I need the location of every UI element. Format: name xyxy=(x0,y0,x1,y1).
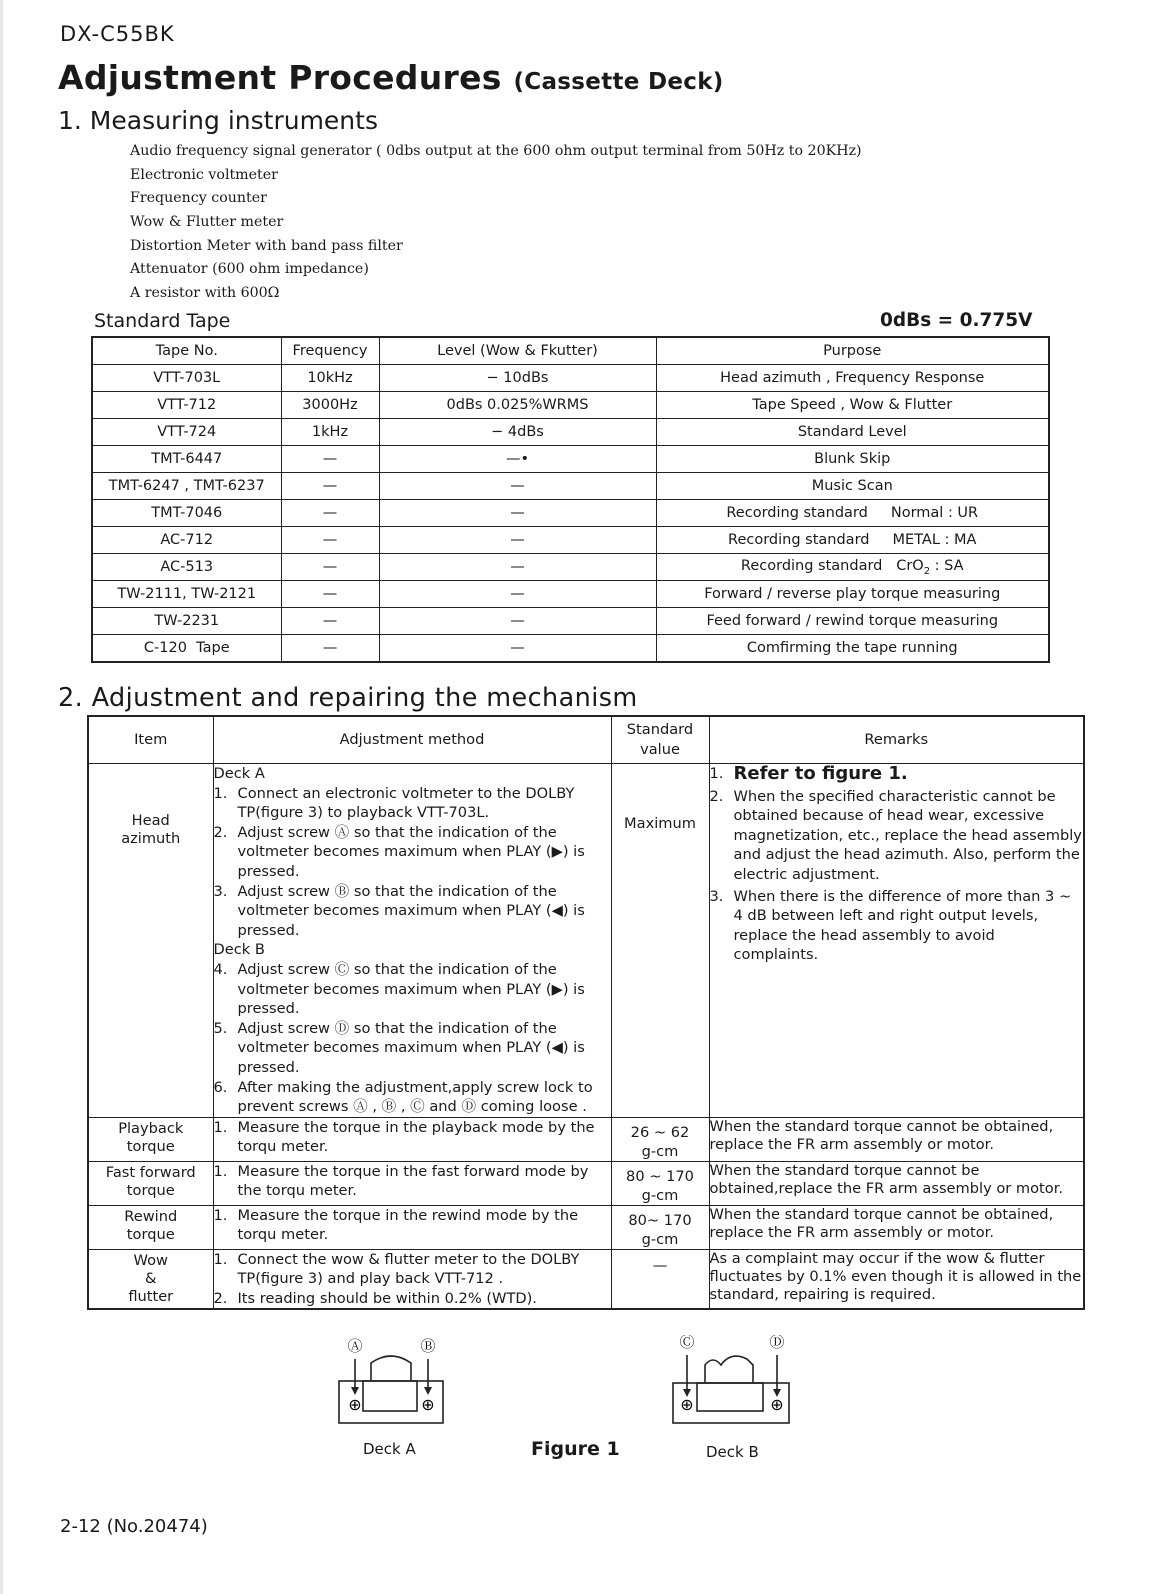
deck-a-caption: Deck A xyxy=(363,1440,416,1458)
step-text: Measure the torque in the playback mode by the torqu meter. xyxy=(237,1118,595,1156)
standard-value: 26 ~ 62 xyxy=(630,1123,690,1141)
table-row xyxy=(92,554,1049,581)
column-header: Purpose xyxy=(656,337,1049,365)
method-steps xyxy=(214,960,611,1117)
screw-d-icon: ⊕ xyxy=(770,1395,784,1414)
standard-header-text: Standard value xyxy=(626,721,694,758)
title-sub: (Cassette Deck) xyxy=(513,69,724,95)
screw-c-label: Ⓒ xyxy=(679,1335,695,1351)
step-text: After making the adjustment,apply screw lock to prevent screws Ⓐ , Ⓑ , Ⓒ and Ⓓ coming loose . xyxy=(237,1078,593,1116)
page-number: 2-12 (No.20474) xyxy=(60,1516,208,1537)
method-step xyxy=(214,1078,611,1117)
level: — xyxy=(379,608,656,635)
frequency: — xyxy=(281,473,379,500)
arrow-b-head xyxy=(424,1387,432,1395)
step-number: 5. xyxy=(213,1019,228,1037)
deck-b-caption: Deck B xyxy=(706,1443,759,1461)
standard-cell: Maximum xyxy=(611,764,709,1118)
purpose: Blunk Skip xyxy=(656,446,1049,473)
level: — xyxy=(379,473,656,500)
instrument-item: Distortion Meter with band pass filter xyxy=(130,237,403,254)
frequency: 1kHz xyxy=(281,419,379,446)
purpose: Recording standard METAL : MA xyxy=(656,527,1049,554)
screw-b-icon: ⊕ xyxy=(421,1395,435,1414)
standard-cell xyxy=(611,1205,709,1249)
step-text: Adjust screw Ⓓ so that the indication of the voltmeter becomes maximum when PLAY (◀) is pressed. xyxy=(237,1019,585,1076)
method-steps xyxy=(214,784,611,941)
column-header: Item xyxy=(88,716,213,764)
step-text: Adjust screw Ⓑ so that the indication of the voltmeter becomes maximum when PLAY (◀) is pressed. xyxy=(237,882,585,939)
level: — xyxy=(379,554,656,581)
item-label: Wow xyxy=(133,1251,168,1269)
method-steps xyxy=(214,1118,611,1157)
remark-text: Refer to figure 1. xyxy=(733,763,908,784)
purpose-subscript: 2 xyxy=(923,565,931,577)
method-step xyxy=(214,1289,611,1309)
step-number: 1. xyxy=(213,1162,228,1180)
method-step xyxy=(214,1118,611,1157)
method-steps xyxy=(214,1250,611,1309)
remark-item xyxy=(710,787,1084,885)
page-title xyxy=(58,58,724,97)
remarks-cell xyxy=(709,764,1084,1118)
remarks-cell: When the standard torque cannot be obtained, replace the FR arm assembly or motor. xyxy=(709,1205,1084,1249)
tape-no: TW-2111, TW-2121 xyxy=(92,581,281,608)
instrument-item: Frequency counter xyxy=(130,190,267,207)
frequency: — xyxy=(281,554,379,581)
table-row xyxy=(92,581,1049,608)
screw-a-label: Ⓐ xyxy=(347,1337,363,1355)
step-number: 1. xyxy=(213,1250,228,1268)
column-header xyxy=(611,716,709,764)
table-row xyxy=(88,764,1084,1118)
screw-c-icon: ⊕ xyxy=(680,1395,694,1414)
section-1-heading: 1. Measuring instruments xyxy=(58,106,378,135)
screw-a-icon: ⊕ xyxy=(348,1395,362,1414)
purpose-main: Recording standard CrO xyxy=(740,557,924,574)
standard-cell xyxy=(611,1161,709,1205)
deck-a-label: Deck A xyxy=(213,765,265,782)
standard-unit: g-cm xyxy=(641,1186,679,1204)
purpose: Comfirming the tape running xyxy=(656,635,1049,663)
step-text: Adjust screw Ⓐ so that the indication of the voltmeter becomes maximum when PLAY (▶) is pressed. xyxy=(237,823,585,880)
level: — xyxy=(379,500,656,527)
tape-no: C-120 Tape xyxy=(92,635,281,663)
figure-caption: Figure 1 xyxy=(531,1438,620,1460)
tape-no: TW-2231 xyxy=(92,608,281,635)
standard-unit: g-cm xyxy=(641,1142,679,1160)
standard-cell: — xyxy=(611,1249,709,1309)
step-text: Measure the torque in the rewind mode by the torqu meter. xyxy=(237,1206,579,1244)
table-row xyxy=(92,419,1049,446)
table-header-row xyxy=(88,716,1084,764)
frequency: 10kHz xyxy=(281,365,379,392)
step-text: Measure the torque in the fast forward mode by the torqu meter. xyxy=(237,1162,589,1200)
frequency: — xyxy=(281,608,379,635)
standard-value: 80~ 170 xyxy=(628,1211,692,1229)
head-block xyxy=(363,1381,417,1411)
level: 0dBs 0.025%WRMS xyxy=(379,392,656,419)
head-arc xyxy=(705,1356,753,1383)
step-number: 4. xyxy=(213,960,228,978)
remarks-list xyxy=(710,764,1084,965)
frequency: — xyxy=(281,527,379,554)
column-header: Frequency xyxy=(281,337,379,365)
item-label: Rewind torque xyxy=(124,1207,178,1243)
tape-no: VTT-712 xyxy=(92,392,281,419)
table-row xyxy=(92,500,1049,527)
tape-no: TMT-6447 xyxy=(92,446,281,473)
arrow-a-head xyxy=(351,1387,359,1395)
item-cell xyxy=(88,1161,213,1205)
method-step xyxy=(214,1250,611,1289)
instrument-list xyxy=(130,140,862,306)
method-step xyxy=(214,1019,611,1078)
table-row xyxy=(88,1161,1084,1205)
method-steps xyxy=(214,1206,611,1245)
purpose: Head azimuth , Frequency Response xyxy=(656,365,1049,392)
column-header: Level (Wow & Fkutter) xyxy=(379,337,656,365)
column-header: Adjustment method xyxy=(213,716,611,764)
method-step xyxy=(214,784,611,823)
method-step xyxy=(214,882,611,941)
method-cell xyxy=(213,1205,611,1249)
instrument-item: Wow & Flutter meter xyxy=(130,214,284,231)
level: − 4dBs xyxy=(379,419,656,446)
table-row xyxy=(88,1205,1084,1249)
item-label: Playback torque xyxy=(118,1119,184,1155)
purpose: Tape Speed , Wow & Flutter xyxy=(656,392,1049,419)
table-row xyxy=(92,608,1049,635)
purpose: Forward / reverse play torque measuring xyxy=(656,581,1049,608)
item-cell xyxy=(88,1205,213,1249)
tape-no: TMT-6247 , TMT-6237 xyxy=(92,473,281,500)
step-text: Connect an electronic voltmeter to the DOLBY TP(figure 3) to playback VTT-703L. xyxy=(237,784,575,822)
step-number: 2. xyxy=(213,1289,228,1307)
level: — xyxy=(379,527,656,554)
head-arc xyxy=(371,1356,411,1381)
table-row xyxy=(92,527,1049,554)
step-number: 1. xyxy=(213,1118,228,1136)
method-cell xyxy=(213,1117,611,1161)
head-block xyxy=(697,1383,763,1411)
standard-tape-table xyxy=(91,336,1050,663)
purpose-tail: : SA xyxy=(930,557,964,574)
purpose: Music Scan xyxy=(656,473,1049,500)
instrument-item: Audio frequency signal generator ( 0dbs output at the 600 ohm output terminal from 50Hz to 20KHz) xyxy=(130,143,862,159)
tape-no: TMT-7046 xyxy=(92,500,281,527)
remarks-cell: When the standard torque cannot be obtained,replace the FR arm assembly or motor. xyxy=(709,1161,1084,1205)
deck-a-head-diagram xyxy=(325,1335,465,1425)
level: — xyxy=(379,635,656,663)
standard-tape-label: Standard Tape xyxy=(94,310,231,332)
step-number: 3. xyxy=(213,882,228,900)
deck-b-label: Deck B xyxy=(213,941,265,959)
table-row xyxy=(92,635,1049,663)
standard-cell xyxy=(611,1117,709,1161)
step-number: 1. xyxy=(213,1206,228,1224)
table-row xyxy=(88,1249,1084,1309)
item-label: Fast forward torque xyxy=(105,1163,196,1199)
purpose: Recording standard Normal : UR xyxy=(656,500,1049,527)
table-row xyxy=(92,473,1049,500)
adjustment-table xyxy=(87,715,1085,1310)
screw-b-label: Ⓑ xyxy=(420,1337,436,1355)
section-2-heading: 2. Adjustment and repairing the mechanism xyxy=(58,683,638,713)
step-number: 6. xyxy=(213,1078,228,1096)
purpose: Feed forward / rewind torque measuring xyxy=(656,608,1049,635)
instrument-item: Electronic voltmeter xyxy=(130,166,278,183)
remark-item xyxy=(710,764,1084,785)
method-step xyxy=(214,1162,611,1201)
table-row xyxy=(92,446,1049,473)
item-label: & xyxy=(145,1269,157,1287)
step-text: Its reading should be within 0.2% (WTD). xyxy=(237,1289,537,1307)
method-step xyxy=(214,960,611,1019)
frequency: — xyxy=(281,446,379,473)
step-number: 2. xyxy=(213,823,228,841)
odbs-reference: 0dBs = 0.775V xyxy=(880,310,1033,331)
method-cell xyxy=(213,1249,611,1309)
table-header-row xyxy=(92,337,1049,365)
remark-text: When there is the difference of more than 3 ~ 4 dB between left and right output levels, replace the head assembly to avoid complaints. xyxy=(733,887,1072,964)
purpose: Standard Level xyxy=(656,419,1049,446)
remark-item xyxy=(710,887,1084,965)
instrument-item: Attenuator (600 ohm impedance) xyxy=(130,261,369,278)
remarks-cell: When the standard torque cannot be obtained, replace the FR arm assembly or motor. xyxy=(709,1117,1084,1161)
tape-no: VTT-703L xyxy=(92,365,281,392)
level: —• xyxy=(379,446,656,473)
item-label: flutter xyxy=(128,1287,174,1305)
tape-no: VTT-724 xyxy=(92,419,281,446)
column-header: Remarks xyxy=(709,716,1084,764)
screw-d-label: Ⓓ xyxy=(769,1335,785,1351)
remark-text: When the specified characteristic cannot be obtained because of head wear, excessive magnetization, etc., replace the head assembly and adjust the head azimuth. Also, perform the electric adjustment. xyxy=(733,787,1082,883)
item-cell xyxy=(88,1117,213,1161)
method-cell xyxy=(213,764,611,1118)
step-number: 1. xyxy=(213,784,228,802)
standard-unit: g-cm xyxy=(641,1230,679,1248)
frequency: — xyxy=(281,635,379,663)
method-cell xyxy=(213,1161,611,1205)
instrument-item: A resistor with 600Ω xyxy=(130,285,280,302)
method-step xyxy=(214,823,611,882)
item-cell xyxy=(88,764,213,1118)
tape-no: AC-712 xyxy=(92,527,281,554)
purpose xyxy=(656,554,1049,581)
item-label: Head azimuth xyxy=(121,812,181,847)
method-step xyxy=(214,1206,611,1245)
model-number: DX-C55BK xyxy=(60,22,175,46)
page-edge-shadow xyxy=(0,0,3,1594)
frequency: 3000Hz xyxy=(281,392,379,419)
deck-b-head-diagram xyxy=(665,1335,805,1425)
frequency: — xyxy=(281,581,379,608)
step-text: Adjust screw Ⓒ so that the indication of the voltmeter becomes maximum when PLAY (▶) is pressed. xyxy=(237,960,585,1018)
frequency: — xyxy=(281,500,379,527)
standard-value: 80 ~ 170 xyxy=(626,1167,694,1185)
remark-number: 1. xyxy=(709,765,724,782)
method-steps xyxy=(214,1162,611,1201)
step-text: Connect the wow & flutter meter to the DOLBY TP(figure 3) and play back VTT-712 . xyxy=(237,1250,580,1288)
remark-number: 3. xyxy=(709,887,724,905)
level: − 10dBs xyxy=(379,365,656,392)
remarks-cell: As a complaint may occur if the wow & flutter fluctuates by 0.1% even though it is allowed in the standard, repairing is required. xyxy=(709,1249,1084,1309)
title-main: Adjustment Procedures xyxy=(58,58,502,97)
column-header: Tape No. xyxy=(92,337,281,365)
table-row xyxy=(88,1117,1084,1161)
table-row xyxy=(92,365,1049,392)
tape-no: AC-513 xyxy=(92,554,281,581)
remark-number: 2. xyxy=(709,787,724,805)
level: — xyxy=(379,581,656,608)
table-row xyxy=(92,392,1049,419)
item-cell xyxy=(88,1249,213,1309)
